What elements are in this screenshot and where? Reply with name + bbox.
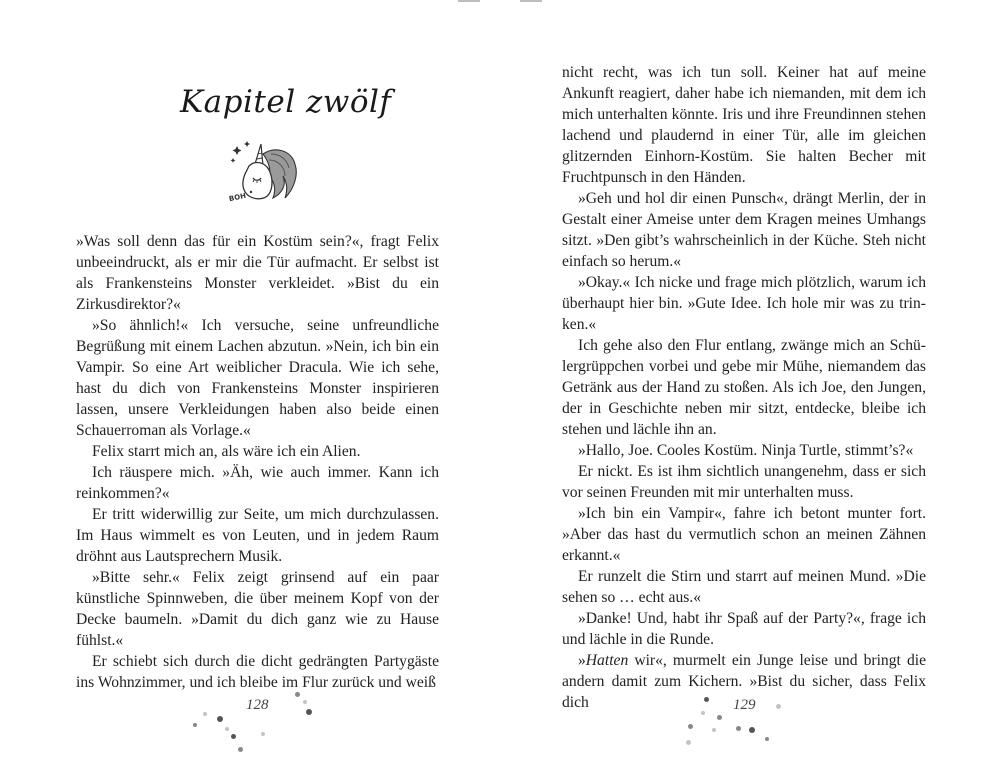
open-quote: » bbox=[578, 652, 586, 669]
confetti-dot bbox=[203, 712, 207, 716]
confetti-dot bbox=[717, 715, 722, 720]
paragraph: Er runzelt die Stirn und starrt auf meinen Mund. »Die sehen so … echt aus.« bbox=[562, 568, 926, 606]
paragraph: Er tritt widerwillig zur Seite, um mich durchzulassen. Im Haus wimmelt es von Leuten, und in jedem Raum dröhnt aus Lautsprechern Musik. bbox=[76, 506, 439, 565]
paragraph: »Okay.« Ich nicke und frage mich plötzlich, warum ich überhaupt hier bin. »Gute Idee. Ich hole mir was zu trinken.« bbox=[562, 274, 926, 333]
chapter-title: Kapitel zwölf bbox=[180, 84, 392, 120]
paragraph: Er nickt. Es ist ihm sichtlich unangenehm, dass er sich vor seinen Freunden mit mir unterhalten muss. bbox=[562, 463, 926, 501]
confetti-dot bbox=[225, 727, 229, 731]
paragraph: »Ich bin ein Vampir«, fahre ich betont munter fort. »Aber das hast du vermutlich schon an meinen Zähnen erkannt.« bbox=[562, 505, 926, 564]
confetti-dot bbox=[704, 697, 709, 702]
page-number: 129 bbox=[733, 697, 756, 713]
illustration-caption: BOH bbox=[228, 191, 247, 204]
confetti-dot bbox=[765, 737, 769, 741]
paragraph: Ich gehe also den Flur entlang, zwänge mich an Schülergrüppchen vorbei und gebe mir Mühe, niemandem das Getränk aus der Hand zu stoßen. Als ich Joe, den Jungen, der in Geschichte neben mir sitzt, entdecke, bleibe ich stehen und lächle ihn an. bbox=[562, 337, 926, 438]
confetti-dot bbox=[303, 700, 307, 704]
paragraph: »Bitte sehr.« Felix zeigt grinsend auf ein paar künstliche Spinnweben, die über meinem Kopf von der Decke baumeln. »Damit du dich ganz wie zu Hause fühlst.« bbox=[76, 569, 439, 649]
unicorn-head-icon bbox=[225, 140, 299, 206]
confetti-dot bbox=[295, 692, 300, 697]
paragraph: »Hallo, Joe. Cooles Kostüm. Ninja Turtle, stimmt’s?« bbox=[578, 442, 914, 459]
confetti-dot bbox=[193, 723, 197, 727]
emphasis: Hatten bbox=[585, 652, 629, 669]
paragraph: »Danke! Und, habt ihr Spaß auf der Party?«, frage ich und lächle in die Runde. bbox=[562, 610, 926, 648]
confetti-dot bbox=[686, 740, 691, 745]
paragraph: »Geh und hol dir einen Punsch«, drängt Merlin, der in Gestalt einer Ameise unter dem Kragen meines Umhangs sitzt. »Den gibt’s wahrscheinlich in der Küche. Steh nicht einfach so herum.« bbox=[562, 190, 926, 270]
confetti-dot bbox=[306, 709, 312, 715]
left-page-text bbox=[76, 231, 439, 693]
confetti-dot bbox=[701, 711, 705, 715]
paragraph: Ich räuspere mich. »Äh, wie auch immer. Kann ich reinkommen?« bbox=[76, 464, 439, 502]
paragraph: Er schiebt sich durch die dicht gedrängten Partygäste ins Wohnzimmer, und ich bleibe im Flur zurück und weiß bbox=[76, 653, 439, 691]
confetti-dot bbox=[688, 724, 693, 729]
right-page-text bbox=[562, 62, 926, 713]
confetti-dot bbox=[712, 728, 716, 732]
page-number: 128 bbox=[246, 697, 269, 713]
confetti-dot bbox=[217, 716, 223, 722]
confetti-dot bbox=[749, 727, 755, 733]
paragraph: »Was soll denn das für ein Kostüm sein?«, fragt Felix unbeeindruckt, als er mir die Tür aufmacht. Er selbst ist als Frankensteins Monster verkleidet. »Bist du ein Zirkusdirektor?« bbox=[76, 233, 439, 313]
right-page bbox=[500, 0, 1000, 770]
paragraph-rest: wir«, murmelt ein Junge leise und bringt die andern damit zum Kichern. »Bist du sicher, dass Felix dich bbox=[562, 652, 926, 711]
paragraph: »So ähnlich!« Ich versuche, seine unfreundliche Begrüßung mit einem Lachen abzutun. »Nein, ich bin ein Vampir. So eine Art weiblicher Dracula. Wie ich sehe, hast du dich von Frankensteins Monster inspirieren lassen, unsere Verkleidungen haben also beide einen Schauerroman als Vorlage.« bbox=[76, 317, 439, 439]
confetti-dot bbox=[231, 734, 236, 739]
confetti-dot bbox=[238, 747, 243, 752]
paragraph: Felix starrt mich an, als wäre ich ein Alien. bbox=[92, 443, 361, 460]
paragraph: nicht recht, was ich tun soll. Keiner hat auf meine Ankunft reagiert, daher habe ich niemanden, mit dem ich mich unterhalten könnte. Iris und ihre Freundinnen stehen lachend und plaudernd in einer Tür, alle im gleichen glitzernden Einhorn-Kostüm. Sie halten Becher mit Fruchtpunsch in den Händen. bbox=[562, 64, 926, 186]
confetti-dot bbox=[736, 726, 741, 731]
confetti-dot bbox=[776, 704, 781, 709]
confetti-dot bbox=[261, 732, 265, 736]
